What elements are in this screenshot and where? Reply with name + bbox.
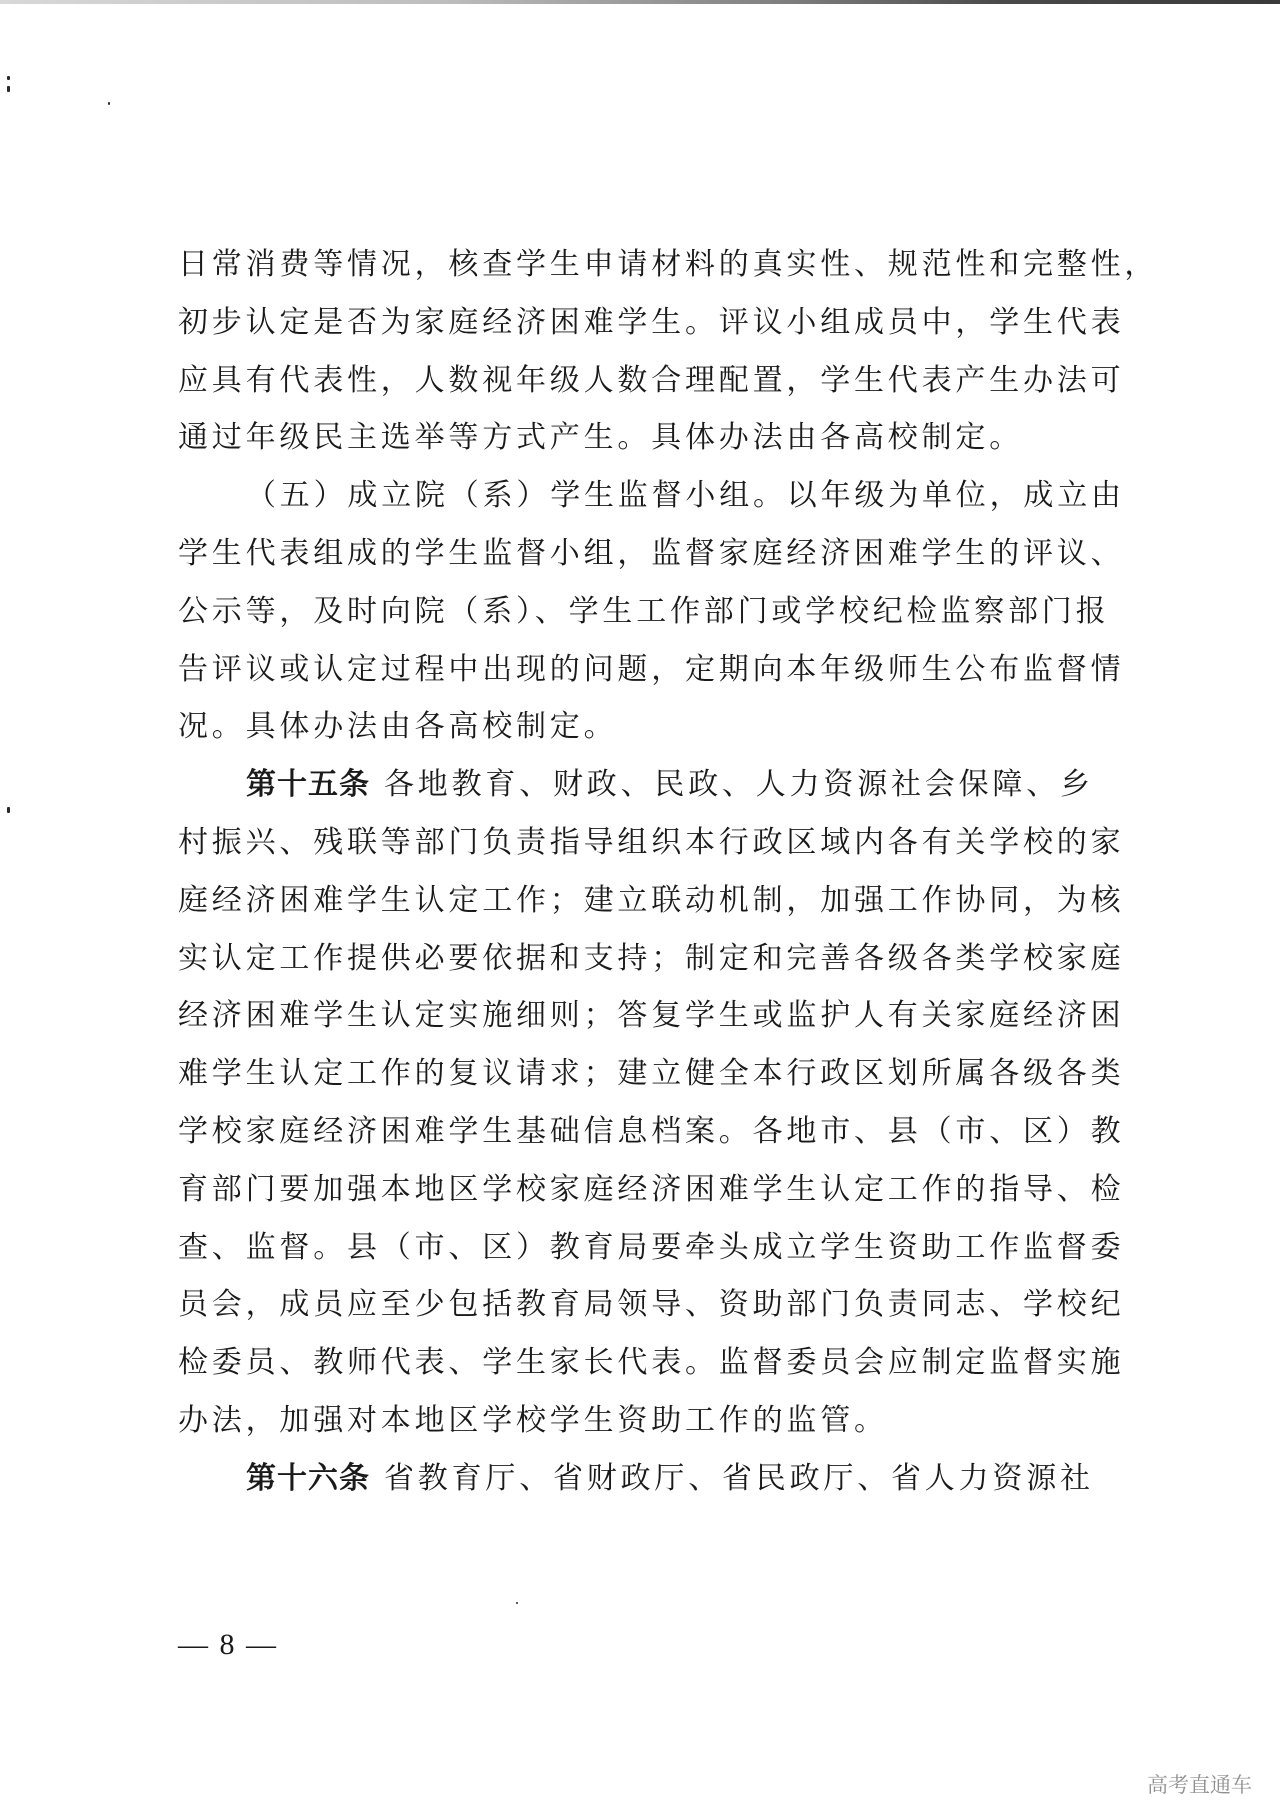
scan-speck <box>7 807 10 813</box>
text-line: 员会，成员应至少包括教育局领导、资助部门负责同志、学校纪 <box>178 1287 1125 1323</box>
article-15-first-line <box>178 756 1123 814</box>
text-line: 应具有代表性，人数视年级人数合理配置，学生代表产生办法可 <box>178 362 1125 398</box>
text-line: 办法，加强对本地区学校学生资助工作的监管。 <box>178 1402 888 1438</box>
text-line: 查、监督。县（市、区）教育局要牵头成立学生资助工作监督委 <box>178 1229 1125 1265</box>
text-line: 检委员、教师代表、学生家长代表。监督委员会应制定监督实施 <box>178 1345 1125 1381</box>
text-line: 各地教育、财政、民政、人力资源社会保障、乡 <box>384 767 1094 803</box>
text-line: 育部门要加强本地区学校家庭经济困难学生认定工作的指导、检 <box>178 1171 1125 1207</box>
text-line: 难学生认定工作的复议请求；建立健全本行政区划所属各级各类 <box>178 1056 1125 1092</box>
text-line: 经济困难学生认定实施细则；答复学生或监护人有关家庭经济困 <box>178 998 1125 1034</box>
scan-speck <box>7 86 10 92</box>
text-line: 省教育厅、省财政厅、省民政厅、省人力资源社 <box>384 1460 1094 1496</box>
text-line: 公示等，及时向院（系）、学生工作部门或学校纪检监察部门报 <box>178 593 1110 629</box>
scan-speck <box>516 1602 518 1604</box>
scan-edge <box>0 0 1280 4</box>
text-line: 初步认定是否为家庭经济困难学生。评议小组成员中，学生代表 <box>178 304 1125 340</box>
scan-speck <box>7 76 10 80</box>
text-line: 日常消费等情况，核查学生申请材料的真实性、规范性和完整性， <box>178 247 1159 282</box>
text-line: 庭经济困难学生认定工作；建立联动机制，加强工作协同，为核 <box>178 882 1125 918</box>
text-line: （五）成立院（系）学生监督小组。以年级为单位，成立由 <box>246 478 1125 514</box>
text-line: 学校家庭经济困难学生基础信息档案。各地市、县（市、区）教 <box>178 1113 1125 1149</box>
watermark-text: 高考直通车 <box>1147 1773 1252 1797</box>
text-line: 实认定工作提供必要依据和支持；制定和完善各级各类学校家庭 <box>178 940 1125 976</box>
text-line: 村振兴、残联等部门负责指导组织本行政区域内各有关学校的家 <box>178 824 1125 860</box>
scan-speck <box>108 102 110 105</box>
page-number: — 8 — <box>178 1628 278 1661</box>
text-line: 学生代表组成的学生监督小组，监督家庭经济困难学生的评议、 <box>178 535 1125 571</box>
article-16-first-line <box>178 1450 1123 1508</box>
article-15-heading: 第十五条 <box>246 767 370 803</box>
text-line: 告评议或认定过程中出现的问题，定期向本年级师生公布监督情 <box>178 651 1125 687</box>
article-16-heading: 第十六条 <box>246 1460 370 1496</box>
text-line: 况。具体办法由各高校制定。 <box>178 709 618 745</box>
text-line: 通过年级民主选举等方式产生。具体办法由各高校制定。 <box>178 420 1023 456</box>
document-body <box>178 236 1159 1508</box>
